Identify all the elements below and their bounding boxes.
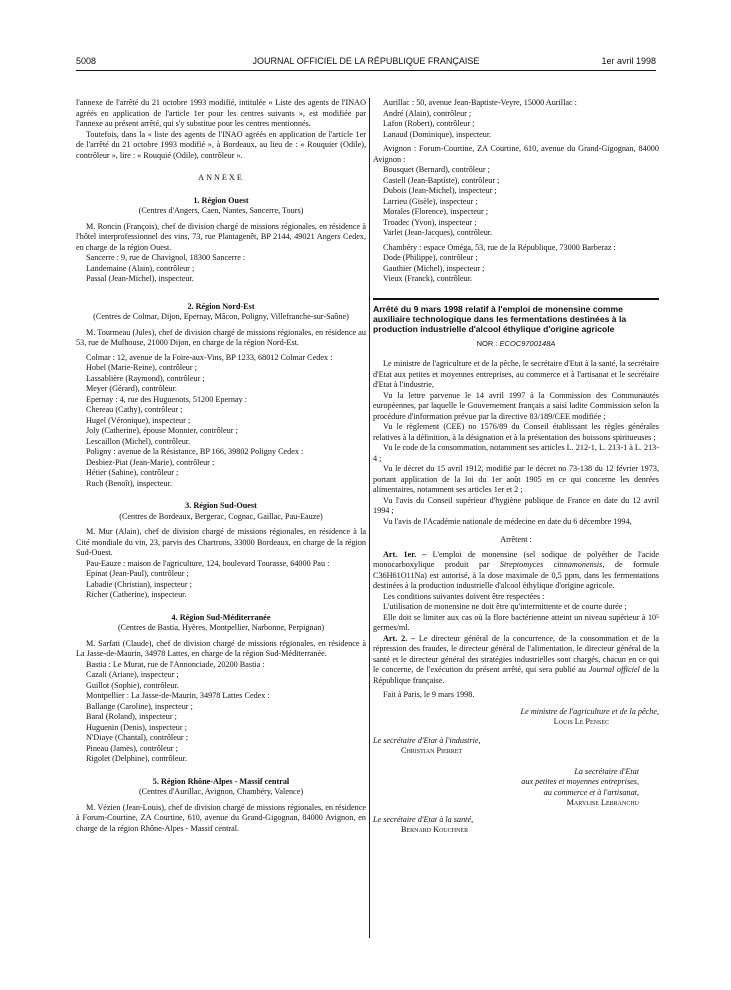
article-1 xyxy=(373,550,659,592)
arrete-title: Arrêté du 9 mars 1998 relatif à l'emploi de monensine comme auxiliaire technologique dans les fermentations destinées à la production industrielle d'alcool éthylique d'origine agricole xyxy=(373,303,627,334)
agent-entry: Joly (Catherine), épouse Monnier, contrôleur ; xyxy=(86,426,238,435)
agent-entry: Richer (Catherine), inspecteur. xyxy=(86,590,187,599)
agent-entry: Hétier (Sabine), contrôleur ; xyxy=(86,468,179,477)
agent-entry: Morales (Florence), inspecteur ; xyxy=(383,207,489,216)
region-heading: 4. Région Sud-Méditerranée xyxy=(171,612,271,622)
arretent-heading: Arrêtent : xyxy=(500,535,532,544)
region-heading: 5. Région Rhône-Alpes - Massif central xyxy=(152,776,290,786)
region-centres: (Centres de Bastia, Hyères, Montpellier, Narbonne, Perpignan) xyxy=(117,623,325,632)
centre-address: Chambéry : espace Oméga, 53, rue de la République, 73000 Barberaz : xyxy=(383,242,616,252)
article-text: de la République française. xyxy=(373,665,659,685)
centre-address: Avignon : Forum-Courtine, ZA Courtine, 610, avenue du Grand-Gigognan, 84000 Avignon : xyxy=(373,144,659,164)
signatory-name: Marylise Lebranchu xyxy=(566,798,639,807)
nor-reference xyxy=(373,339,659,350)
region-chief: M. Tourmeau (Jules), chef de division chargé de missions régionales, en résidence au 53, rue de Mulhouse, 21000 Dijon, en charge de la région Nord-Est. xyxy=(76,327,366,347)
article-text: , de formule C36H61O11Na) est autorisé, à la dose maximale de 0,5 ppm, dans les fermentations destinées à la production industrielle d'alcool éthylique d'origine agricole. xyxy=(373,560,659,590)
journal-reference: Journal officiel xyxy=(588,665,640,674)
visa: Vu le décret du 15 avril 1912, modifié par le décret no 73-138 du 12 février 1973, portant application de la loi du 1er août 1905 en ce qui concerne les denrées alimentaires, notamment ses articles 1er et 2 ; xyxy=(373,464,659,494)
signatory-title: aux petites et moyennes entreprises, xyxy=(521,777,639,786)
left-column xyxy=(76,98,366,834)
article-label: Art. 1er. – xyxy=(383,549,427,559)
agent-entry: Huguenin (Denis), inspecteur ; xyxy=(86,722,187,732)
place-date: Fait à Paris, le 9 mars 1998. xyxy=(383,690,475,699)
region-chief: M. Sarfati (Claude), chef de division chargé de missions régionales, en résidence à La Jasse-de-Maurin, 34978 Lattes, en charge de la région Sud-Méditerranée. xyxy=(76,638,366,658)
centre-address: Colmar : 12, avenue de la Foire-aux-Vins, BP 1233, 68012 Colmar Cedex : xyxy=(86,352,333,362)
visa: Vu l'avis du Conseil supérieur d'hygiène publique de France en date du 12 avril 1994 ; xyxy=(373,495,659,515)
region-heading: 1. Région Ouest xyxy=(193,195,249,205)
agent-entry: Labadie (Christian), inspecteur ; xyxy=(86,579,192,589)
signatory-name: Louis Le Pensec xyxy=(553,717,609,726)
signatory-title: Le ministre de l'agriculture et de la pêche, xyxy=(520,706,659,716)
nor-code: ECOC9700148A xyxy=(499,338,556,348)
agent-entry: Chereau (Cathy), contrôleur ; xyxy=(86,405,183,414)
visa: Vu l'avis de l'Académie nationale de médecine en date du 6 décembre 1994, xyxy=(383,516,632,526)
region-centres: (Centres de Bordeaux, Bergerac, Cognac, Gaillac, Pau-Eauze) xyxy=(119,511,323,521)
agent-entry: Troadec (Yvon), inspecteur ; xyxy=(383,217,477,227)
centre-address: Epernay : 4, rue des Huguenots, 51200 Epernay : xyxy=(86,394,247,404)
region-centres: (Centres d'Angers, Caen, Nantes, Sancerre, Tours) xyxy=(138,206,304,215)
nor-label: NOR : xyxy=(476,338,498,348)
centre-address: Poligny : avenue de la Résistance, BP 166, 39802 Poligny Cedex : xyxy=(86,447,304,456)
agent-entry: Ballange (Caroline), inspecteur ; xyxy=(86,701,193,711)
agent-entry: Baral (Roland), inspecteur ; xyxy=(86,712,177,721)
section-rule xyxy=(373,298,659,300)
agent-entry: Bousquet (Bernard), contrôleur ; xyxy=(383,165,490,174)
agent-entry: Ruch (Benoît), inspecteur. xyxy=(86,478,172,488)
condition-text: L'utilisation de monensine ne doit être qu'intermittente et de courte durée ; xyxy=(383,602,627,611)
centre-address: Sancerre : 9, rue de Chavignol, 18300 Sancerre : xyxy=(86,253,246,262)
signatory-name: Bernard Kouchner xyxy=(401,825,469,834)
journal-title: JOURNAL OFFICIEL DE LA RÉPUBLIQUE FRANÇAISE xyxy=(252,56,480,66)
agent-entry: Landemaine (Alain), contrôleur ; xyxy=(86,263,195,273)
agent-entry: Epinat (Jean-Paul), contrôleur ; xyxy=(86,569,189,578)
agent-entry: Desbiez-Piat (Jean-Marie), contrôleur ; xyxy=(86,457,215,467)
region-chief: M. Roncin (François), chef de division chargé de missions régionales, en résidence à l'hôtel interprofessionnel des vins, 73, rue Plantagenêt, BP 2144, 49021 Angers Cedex, en charge de la région Ouest. xyxy=(76,221,366,252)
agent-entry: Passal (Jean-Michel), inspecteur. xyxy=(86,274,194,283)
agent-entry: Hugel (Véronique), inspecteur ; xyxy=(86,415,191,425)
signatory-title: La secrétaire d'Etat xyxy=(574,766,639,776)
article-text: L'emploi de monensine (sel sodique de polyéther de l'acide monocarboxylique produit par xyxy=(373,549,659,569)
agent-entry: André (Alain), contrôleur ; xyxy=(383,108,472,118)
signatory-title: Le secrétaire d'Etat à l'industrie, xyxy=(373,735,481,745)
region-centres: (Centres d'Aurillac, Avignon, Chambéry, Valence) xyxy=(138,787,304,796)
agent-entry: Lassablière (Raymond), contrôleur ; xyxy=(86,373,205,383)
intro-paragraph: l'annexe de l'arrêté du 21 octobre 1993 modifié, intitulée « Liste des agents de l'INAO agréés en application de l'article 1er pour les centres suivants », est modifiée par l'annexe au présent arrêté, qui s'y substitue pour les centres mentionnés. xyxy=(76,98,366,128)
centre-address: Pau-Eauze : maison de l'agriculture, 124, boulevard Tourasse, 64000 Pau : xyxy=(86,558,330,568)
region-heading: 2. Région Nord-Est xyxy=(187,301,255,311)
visa: Vu la lettre parvenue le 14 avril 1997 à la Commission des Communautés européennes, par laquelle le Gouvernement français a saisi ladite Commission selon la procédure d'information prévue par la directive 83/189/CEE modifiée ; xyxy=(373,390,659,421)
agent-entry: Vieux (Franck), contrôleur. xyxy=(383,274,473,283)
column-divider xyxy=(369,98,370,938)
agent-entry: Dubois (Jean-Michel), inspecteur ; xyxy=(383,186,497,195)
agent-entry: Cazali (Ariane), inspecteur ; xyxy=(86,670,179,679)
header-rule xyxy=(76,70,656,71)
right-column xyxy=(373,98,659,836)
centre-address: Bastia : Le Murat, rue de l'Annonciade, 20200 Bastia : xyxy=(86,659,265,669)
agent-entry: Lanaud (Dominique), inspecteur. xyxy=(383,129,492,139)
visa: Vu le code de la consommation, notamment ses articles L. 212-1, L. 213-1 à L. 213-4 ; xyxy=(373,443,659,463)
preamble: Le ministre de l'agriculture et de la pêche, le secrétaire d'Etat à la santé, la secrétaire d'Etat aux petites et moyennes entreprises, au commerce et à l'artisanat et le secrétaire d'Etat à l'industrie, xyxy=(373,359,659,389)
agent-entry: Dode (Philippe), contrôleur ; xyxy=(383,253,478,262)
agent-entry: Meyer (Gérard), contrôleur. xyxy=(86,384,177,393)
article-2 xyxy=(373,634,659,687)
page-header xyxy=(76,56,656,70)
signatory-title: Le secrétaire d'Etat à la santé, xyxy=(373,814,474,824)
species-name: Streptomyces cinnamonensis xyxy=(499,560,603,569)
signatory-title: au commerce et à l'artisanat, xyxy=(543,787,639,797)
agent-entry: Castell (Jean-Baptiste), contrôleur ; xyxy=(383,175,500,185)
agent-entry: Gauthier (Michel), inspecteur ; xyxy=(383,263,485,273)
region-centres: (Centres de Colmar, Dijon, Epernay, Mâcon, Poligny, Villefranche-sur-Saône) xyxy=(93,312,349,321)
agent-entry: Varlet (Jean-Jacques), contrôleur. xyxy=(383,228,493,237)
agent-entry: N'Diaye (Chantal), contrôleur ; xyxy=(86,733,188,742)
intro-paragraph: Toutefois, dans la « liste des agents de l'INAO agréés en application de l'article 1er de l'arrêté du 21 octobre 1993 modifié », à Bordeaux, au lieu de : « Rouquier (Odile), contrôleur », lire : « Rouquié (Odile), contrôleur ». xyxy=(76,129,366,160)
centre-address: Aurillac : 50, avenue Jean-Baptiste-Veyre, 15000 Aurillac : xyxy=(383,98,577,107)
agent-entry: Lescaillon (Michel), contrôleur. xyxy=(86,436,191,446)
visa: Vu le règlement (CEE) no 1576/89 du Conseil établissant les règles générales relatives à la définition, à la désignation et à la présentation des boissons spiritueuses ; xyxy=(373,422,659,442)
condition-text: Les conditions suivantes doivent être respectées : xyxy=(383,591,545,601)
agent-entry: Guillot (Sophie), contrôleur. xyxy=(86,680,179,690)
article-label: Art. 2. – xyxy=(383,633,416,643)
region-chief: M. Mur (Alain), chef de division chargé de missions régionales, en résidence à la Cité mondiale du vin, 23, parvis des Chartrons, 33000 Bordeaux, en charge de la région Sud-Ouest. xyxy=(76,527,366,557)
agent-entry: Hobel (Marie-Reine), contrôleur ; xyxy=(86,363,197,372)
issue-date: 1er avril 1998 xyxy=(601,56,656,66)
agent-entry: Lafon (Robert), contrôleur ; xyxy=(383,119,475,128)
centre-address: Montpellier : La Jasse-de-Maurin, 34978 Lattes Cedex : xyxy=(86,691,270,700)
agent-entry: Larrieu (Gisèle), inspecteur ; xyxy=(383,196,478,206)
annexe-heading: ANNEXE xyxy=(198,173,244,182)
agent-entry: Pineau (James), contrôleur ; xyxy=(86,743,178,753)
agent-entry: Rigolet (Delphine), contrôleur. xyxy=(86,754,187,763)
page-number: 5008 xyxy=(76,56,97,66)
region-chief: M. Vézien (Jean-Louis), chef de division chargé de missions régionales, en résidence à Forum-Courtine, ZA Courtine, 610, avenue du Grand-Gigognan, 84000 Avignon, en charge de la région Rhône-Alpes - Massif central. xyxy=(76,802,366,833)
condition-text: Elle doit se limiter aux cas où la flore bactérienne atteint un niveau supérieur à 10⁵ germes/ml. xyxy=(373,612,659,632)
region-heading: 3. Région Sud-Ouest xyxy=(185,501,257,510)
signatory-name: Christian Pierret xyxy=(401,746,463,755)
article-text: Le directeur général de la concurrence, de la consommation et de la répression des fraudes, le directeur général de l'alimentation, le directeur général de la santé et le directeur général des stratégies industrielles sont chargés, chacun en ce qui le concerne, de l'exécution du présent arrêté, qui sera publié au xyxy=(373,633,659,674)
